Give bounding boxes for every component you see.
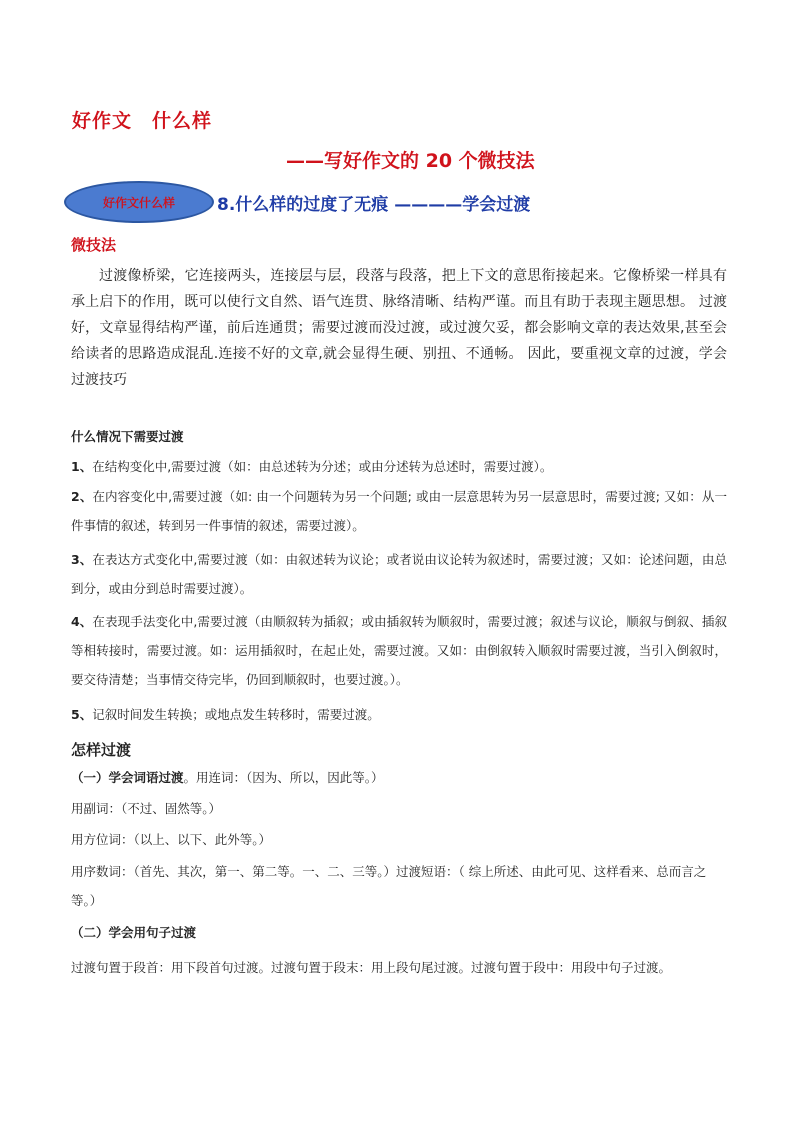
section-heading-how: 怎样过渡 xyxy=(71,741,132,759)
item-number: 3、 xyxy=(71,552,93,567)
page-subtitle: ——写好作文的 20 个微技法 xyxy=(286,150,535,172)
lesson-title: 8.什么样的过度了无痕 ————学会过渡 xyxy=(217,195,531,215)
item-number: 1、 xyxy=(71,459,93,474)
how-line-ordinal: 用序数词：（首先、其次，第一、第二等。一、二、三等。）过渡短语：（ 综上所述、由此可见、这样看来、总而言之 等。） xyxy=(71,864,707,908)
list-item xyxy=(71,607,727,694)
how-line-position: 用方位词：（以上、以下、此外等。） xyxy=(71,832,272,847)
how-line-adverb: 用副词：（不过、固然等。） xyxy=(71,801,222,816)
item-text: 在表达方式变化中,需要过渡（如：由叙述转为议论；或者说由议论转为叙述时，需要过渡；又如：论述问题，由总到分，或由分到总时需要过渡）。 xyxy=(71,552,727,596)
page-title: 好作文 什么样 xyxy=(72,110,213,132)
part1-title: （一）学会词语过渡 xyxy=(71,770,184,785)
section-heading-when: 什么情况下需要过渡 xyxy=(71,429,184,444)
item-text: 在内容变化中,需要过渡（如: 由一个问题转为另一个问题; 或由一层意思转为另一层意思时，需要过渡; 又如：从一件事情的叙述，转到另一件事情的叙述，需要过渡）。 xyxy=(71,489,727,533)
how-line-sentence: 过渡句置于段首：用下段首句过渡。过渡句置于段末：用上段句尾过渡。过渡句置于段中：用段中句子过渡。 xyxy=(71,960,672,975)
part1-tail: 。用连词：（因为、所以，因此等。） xyxy=(183,770,384,785)
item-number: 5、 xyxy=(71,707,93,722)
how-line-conjunction xyxy=(71,763,727,792)
part2-title: （二）学会用句子过渡 xyxy=(71,925,197,940)
item-text: 在结构变化中,需要过渡（如：由总述转为分述；或由分述转为总述时，需要过渡）。 xyxy=(92,459,553,474)
item-text: 在表现手法变化中,需要过渡（由顺叙转为插叙；或由插叙转为顺叙时，需要过渡；叙述与议论，顺叙与倒叙、插叙等相转接时，需要过渡。如：运用插叙时，在起止处，需要过渡。又如：由倒叙转入顺叙时需要过渡，当引入倒叙时，要交待清楚；当事情交待完毕，仍回到顺叙时，也要过渡。）。 xyxy=(71,614,727,687)
item-text: 记叙时间发生转换；或地点发生转移时，需要过渡。 xyxy=(92,707,380,722)
badge-label: 好作文什么样 xyxy=(102,195,175,210)
intro-paragraph: 过渡像桥梁，它连接两头，连接层与层，段落与段落，把上下文的意思衔接起来。它像桥梁一样具有承上启下的作用，既可以使行文自然、语气连贯、脉络清晰、结构严谨。而且有助于表现主题思想。 过渡好，文章显得结构严谨，前后连通贯；需要过渡而没过渡，或过渡欠妥，都会影响文章的表达效果,甚至会给读者的思路造成混乱.连接不好的文章,就会显得生硬、别扭、不通畅。 因此，要重视文章的过渡，学会过渡技巧 xyxy=(71,268,727,388)
list-item xyxy=(71,482,727,540)
list-item xyxy=(71,545,727,603)
item-number: 2、 xyxy=(71,489,93,504)
section-heading-skill: 微技法 xyxy=(71,236,117,254)
list-item xyxy=(71,452,727,481)
category-badge xyxy=(64,181,214,223)
item-number: 4、 xyxy=(71,614,93,629)
list-item xyxy=(71,700,727,729)
